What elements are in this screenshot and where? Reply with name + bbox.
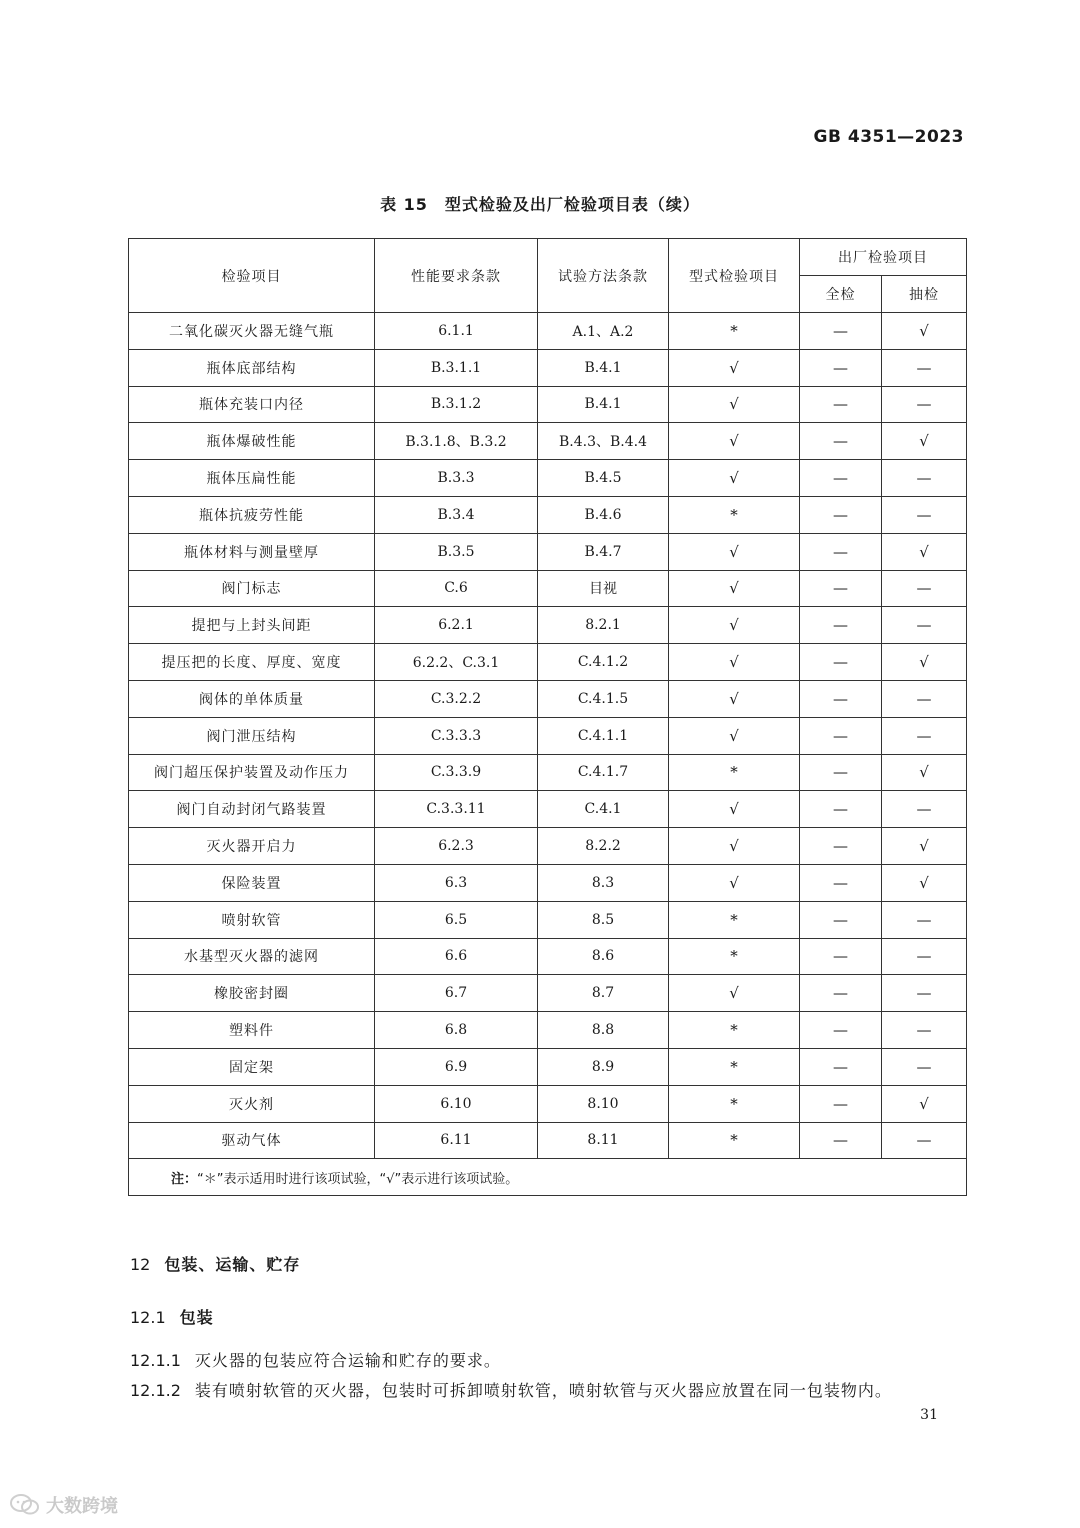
method-cell: 8.3 [538, 864, 669, 901]
header-factory-group: 出厂检验项目 [800, 239, 967, 276]
requirement-cell: C.3.3.9 [375, 754, 538, 791]
type-test-cell: √ [669, 423, 800, 460]
paragraph-text: 装有喷射软管的灭火器，包装时可拆卸喷射软管，喷射软管与灭火器应放置在同一包装物内。 [194, 1381, 892, 1400]
table-row [129, 349, 967, 386]
method-cell: C.4.1.1 [538, 717, 669, 754]
requirement-cell: B.3.5 [375, 533, 538, 570]
method-cell: 目视 [538, 570, 669, 607]
note-label: 注： [171, 1171, 198, 1187]
sampling-cell: √ [882, 1085, 967, 1122]
table-title: 表 15 型式检验及出厂检验项目表（续） [380, 195, 700, 214]
page-number: 31 [920, 1407, 938, 1423]
requirement-cell: B.3.3 [375, 460, 538, 497]
item-cell: 喷射软管 [129, 901, 375, 938]
item-cell: 阀门标志 [129, 570, 375, 607]
item-cell: 提把与上封头间距 [129, 607, 375, 644]
type-test-cell: √ [669, 533, 800, 570]
requirement-cell: 6.2.2、C.3.1 [375, 644, 538, 681]
full-cell: — [800, 460, 882, 497]
type-test-cell: * [669, 1048, 800, 1085]
type-test-cell: * [669, 938, 800, 975]
method-cell: C.4.1.7 [538, 754, 669, 791]
table-row [129, 864, 967, 901]
watermark-text: 大数跨境 [46, 1496, 118, 1517]
full-cell: — [800, 1085, 882, 1122]
full-cell: — [800, 1122, 882, 1159]
requirement-cell: 6.7 [375, 975, 538, 1012]
method-cell: 8.10 [538, 1085, 669, 1122]
section-12-heading [130, 1252, 300, 1275]
method-cell: 8.6 [538, 938, 669, 975]
type-test-cell: * [669, 496, 800, 533]
requirement-cell: C.3.3.3 [375, 717, 538, 754]
full-cell: — [800, 533, 882, 570]
sampling-cell: — [882, 901, 967, 938]
item-cell: 阀门超压保护装置及动作压力 [129, 754, 375, 791]
table-body [129, 313, 967, 1159]
requirement-cell: B.3.1.1 [375, 349, 538, 386]
table-row [129, 533, 967, 570]
section-number: 12.1 [130, 1308, 166, 1327]
sampling-cell: — [882, 717, 967, 754]
item-cell: 瓶体抗疲劳性能 [129, 496, 375, 533]
item-cell: 驱动气体 [129, 1122, 375, 1159]
full-cell: — [800, 791, 882, 828]
item-cell: 固定架 [129, 1048, 375, 1085]
type-test-cell: √ [669, 644, 800, 681]
method-cell: 8.11 [538, 1122, 669, 1159]
sampling-cell: — [882, 460, 967, 497]
table-row [129, 680, 967, 717]
full-cell: — [800, 386, 882, 423]
type-test-cell: √ [669, 607, 800, 644]
item-cell: 二氧化碳灭火器无缝气瓶 [129, 313, 375, 350]
item-cell: 瓶体压扁性能 [129, 460, 375, 497]
type-test-cell: √ [669, 386, 800, 423]
sampling-cell: — [882, 975, 967, 1012]
sampling-cell: √ [882, 828, 967, 865]
table-row [129, 1012, 967, 1049]
method-cell: B.4.5 [538, 460, 669, 497]
table-row [129, 607, 967, 644]
full-cell: — [800, 423, 882, 460]
full-cell: — [800, 496, 882, 533]
watermark [10, 1492, 118, 1518]
item-cell: 阀门泄压结构 [129, 717, 375, 754]
item-cell: 灭火剂 [129, 1085, 375, 1122]
sampling-cell: — [882, 791, 967, 828]
table-row [129, 644, 967, 681]
paragraph-text: 灭火器的包装应符合运输和贮存的要求。 [194, 1351, 501, 1370]
table-row [129, 496, 967, 533]
full-cell: — [800, 349, 882, 386]
header-full: 全检 [800, 276, 882, 313]
item-cell: 瓶体材料与测量壁厚 [129, 533, 375, 570]
header-item: 检验项目 [129, 239, 375, 313]
type-test-cell: * [669, 1085, 800, 1122]
requirement-cell: 6.11 [375, 1122, 538, 1159]
table-row [129, 423, 967, 460]
table-row [129, 791, 967, 828]
full-cell: — [800, 313, 882, 350]
item-cell: 瓶体底部结构 [129, 349, 375, 386]
type-test-cell: √ [669, 975, 800, 1012]
requirement-cell: 6.3 [375, 864, 538, 901]
table-row [129, 386, 967, 423]
standard-code: GB 4351—2023 [813, 127, 964, 147]
method-cell: A.1、A.2 [538, 313, 669, 350]
requirement-cell: 6.9 [375, 1048, 538, 1085]
section-number: 12 [130, 1255, 151, 1274]
requirement-cell: 6.2.3 [375, 828, 538, 865]
type-test-cell: * [669, 313, 800, 350]
full-cell: — [800, 828, 882, 865]
item-cell: 橡胶密封圈 [129, 975, 375, 1012]
table-row [129, 975, 967, 1012]
full-cell: — [800, 754, 882, 791]
note-text: “＊”表示适用时进行该项试验，“√”表示进行该项试验。 [197, 1171, 519, 1187]
type-test-cell: * [669, 901, 800, 938]
type-test-cell: √ [669, 828, 800, 865]
requirement-cell: C.3.2.2 [375, 680, 538, 717]
sampling-cell: √ [882, 864, 967, 901]
method-cell: 8.8 [538, 1012, 669, 1049]
item-cell: 瓶体充装口内径 [129, 386, 375, 423]
requirement-cell: 6.2.1 [375, 607, 538, 644]
paragraph-number: 12.1.1 [130, 1351, 181, 1370]
table-row [129, 754, 967, 791]
type-test-cell: √ [669, 717, 800, 754]
header-sampling: 抽检 [882, 276, 967, 313]
full-cell: — [800, 717, 882, 754]
table-row [129, 570, 967, 607]
method-cell: 8.2.2 [538, 828, 669, 865]
sampling-cell: √ [882, 313, 967, 350]
type-test-cell: * [669, 754, 800, 791]
method-cell: 8.2.1 [538, 607, 669, 644]
type-test-cell: * [669, 1122, 800, 1159]
requirement-cell: 6.1.1 [375, 313, 538, 350]
sampling-cell: √ [882, 423, 967, 460]
item-cell: 阀门自动封闭气路装置 [129, 791, 375, 828]
item-cell: 灭火器开启力 [129, 828, 375, 865]
wechat-logo-icon [10, 1493, 40, 1517]
type-test-cell: √ [669, 570, 800, 607]
table-row [129, 1085, 967, 1122]
method-cell: 8.7 [538, 975, 669, 1012]
requirement-cell: 6.8 [375, 1012, 538, 1049]
item-cell: 阀体的单体质量 [129, 680, 375, 717]
full-cell: — [800, 644, 882, 681]
sampling-cell: — [882, 496, 967, 533]
sampling-cell: — [882, 1122, 967, 1159]
full-cell: — [800, 1012, 882, 1049]
section-title: 包装 [179, 1308, 214, 1327]
method-cell: C.4.1.5 [538, 680, 669, 717]
table-row [129, 460, 967, 497]
requirement-cell: 6.10 [375, 1085, 538, 1122]
sampling-cell: — [882, 1048, 967, 1085]
item-cell: 塑料件 [129, 1012, 375, 1049]
type-test-cell: √ [669, 680, 800, 717]
sampling-cell: — [882, 680, 967, 717]
sampling-cell: √ [882, 754, 967, 791]
method-cell: C.4.1.2 [538, 644, 669, 681]
type-test-cell: √ [669, 460, 800, 497]
full-cell: — [800, 938, 882, 975]
method-cell: B.4.6 [538, 496, 669, 533]
full-cell: — [800, 570, 882, 607]
table-row [129, 938, 967, 975]
full-cell: — [800, 1048, 882, 1085]
table-row [129, 1122, 967, 1159]
header-requirement: 性能要求条款 [375, 239, 538, 313]
requirement-cell: C.6 [375, 570, 538, 607]
inspection-items-table [128, 238, 967, 1196]
method-cell: 8.5 [538, 901, 669, 938]
requirement-cell: 6.5 [375, 901, 538, 938]
section-12-1-heading [130, 1305, 214, 1328]
requirement-cell: B.3.1.8、B.3.2 [375, 423, 538, 460]
header-type-test: 型式检验项目 [669, 239, 800, 313]
method-cell: B.4.7 [538, 533, 669, 570]
sampling-cell: — [882, 938, 967, 975]
method-cell: B.4.1 [538, 386, 669, 423]
header-method: 试验方法条款 [538, 239, 669, 313]
method-cell: C.4.1 [538, 791, 669, 828]
requirement-cell: 6.6 [375, 938, 538, 975]
full-cell: — [800, 607, 882, 644]
type-test-cell: √ [669, 349, 800, 386]
full-cell: — [800, 864, 882, 901]
sampling-cell: √ [882, 644, 967, 681]
sampling-cell: — [882, 607, 967, 644]
table-row [129, 828, 967, 865]
full-cell: — [800, 680, 882, 717]
full-cell: — [800, 901, 882, 938]
table-note [129, 1159, 967, 1196]
type-test-cell: * [669, 1012, 800, 1049]
sampling-cell: — [882, 1012, 967, 1049]
sampling-cell: — [882, 349, 967, 386]
sampling-cell: — [882, 570, 967, 607]
sampling-cell: — [882, 386, 967, 423]
section-title: 包装、运输、贮存 [164, 1255, 301, 1274]
full-cell: — [800, 975, 882, 1012]
method-cell: B.4.1 [538, 349, 669, 386]
requirement-cell: B.3.4 [375, 496, 538, 533]
paragraph-number: 12.1.2 [130, 1381, 181, 1400]
requirement-cell: B.3.1.2 [375, 386, 538, 423]
type-test-cell: √ [669, 864, 800, 901]
table-row [129, 901, 967, 938]
table-row [129, 1048, 967, 1085]
table-row [129, 313, 967, 350]
paragraph-12-1-1 [130, 1348, 501, 1371]
method-cell: B.4.3、B.4.4 [538, 423, 669, 460]
item-cell: 提压把的长度、厚度、宽度 [129, 644, 375, 681]
table-row [129, 717, 967, 754]
sampling-cell: √ [882, 533, 967, 570]
paragraph-12-1-2 [130, 1378, 892, 1401]
requirement-cell: C.3.3.11 [375, 791, 538, 828]
item-cell: 保险装置 [129, 864, 375, 901]
method-cell: 8.9 [538, 1048, 669, 1085]
type-test-cell: √ [669, 791, 800, 828]
item-cell: 瓶体爆破性能 [129, 423, 375, 460]
item-cell: 水基型灭火器的滤网 [129, 938, 375, 975]
